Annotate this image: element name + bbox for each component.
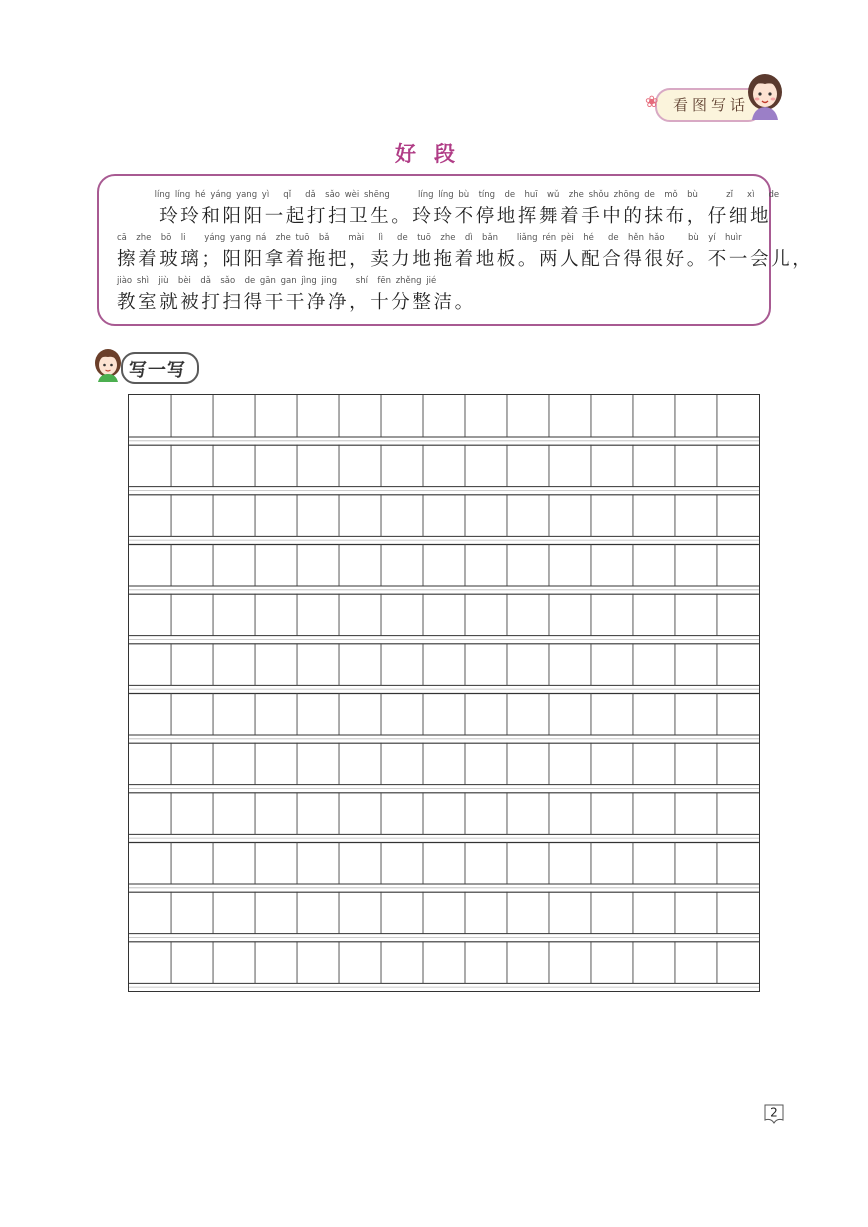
grid-row <box>129 395 759 441</box>
writing-grid[interactable] <box>128 394 760 992</box>
pinyin-row: cā zhe bō li yáng yang ná zhe tuō bǎ mài lì de tuō zhe dì bǎn liǎng rén pèi hé de hěn hǎo bù yí huìr <box>117 233 742 243</box>
grid-row <box>129 643 759 689</box>
girl-avatar-icon <box>744 72 786 120</box>
hanzi-row: 玲玲和阳阳一起打扫卫生。玲玲不停地挥舞着手中的抹布，仔细地 <box>117 206 772 227</box>
grid-row <box>129 693 759 739</box>
grid-row <box>129 892 759 938</box>
paragraph-box <box>97 174 814 326</box>
section-title: 好段 <box>395 142 473 166</box>
grid-row <box>129 842 759 888</box>
grid-row <box>129 743 759 789</box>
hanzi-row: 教室就被打扫得干干净净，十分整洁。 <box>117 292 476 313</box>
pinyin-row: jiào shì jiù bèi dǎ sǎo de gān gan jìng jing shí fēn zhěng jié <box>117 276 437 286</box>
page-number-badge <box>763 1103 785 1125</box>
grid-row <box>129 792 759 838</box>
grid-row <box>129 594 759 640</box>
pinyin-row: líng líng hé yáng yang yì qǐ dǎ sǎo wèi shēng líng líng bù tíng de huī wǔ zhe shǒu zhōng de mǒ bù zǐ xì de <box>117 190 780 200</box>
page-number: 2 <box>770 1105 778 1120</box>
paragraph-line <box>117 233 813 271</box>
paragraph-line <box>117 190 779 228</box>
badge-label: 看图写话 <box>673 96 750 114</box>
grid-row <box>129 544 759 590</box>
girl-face-icon <box>93 348 123 382</box>
paragraph-line <box>117 276 476 314</box>
flower-icon: ❀ <box>645 92 659 111</box>
grid-row <box>129 445 759 491</box>
hanzi-row: 擦着玻璃；阳阳拿着拖把，卖力地拖着地板。两人配合得很好。不一会儿， <box>117 249 814 270</box>
write-label: 写一写 <box>121 352 199 384</box>
grid-row <box>129 494 759 540</box>
grid-row <box>129 941 759 987</box>
